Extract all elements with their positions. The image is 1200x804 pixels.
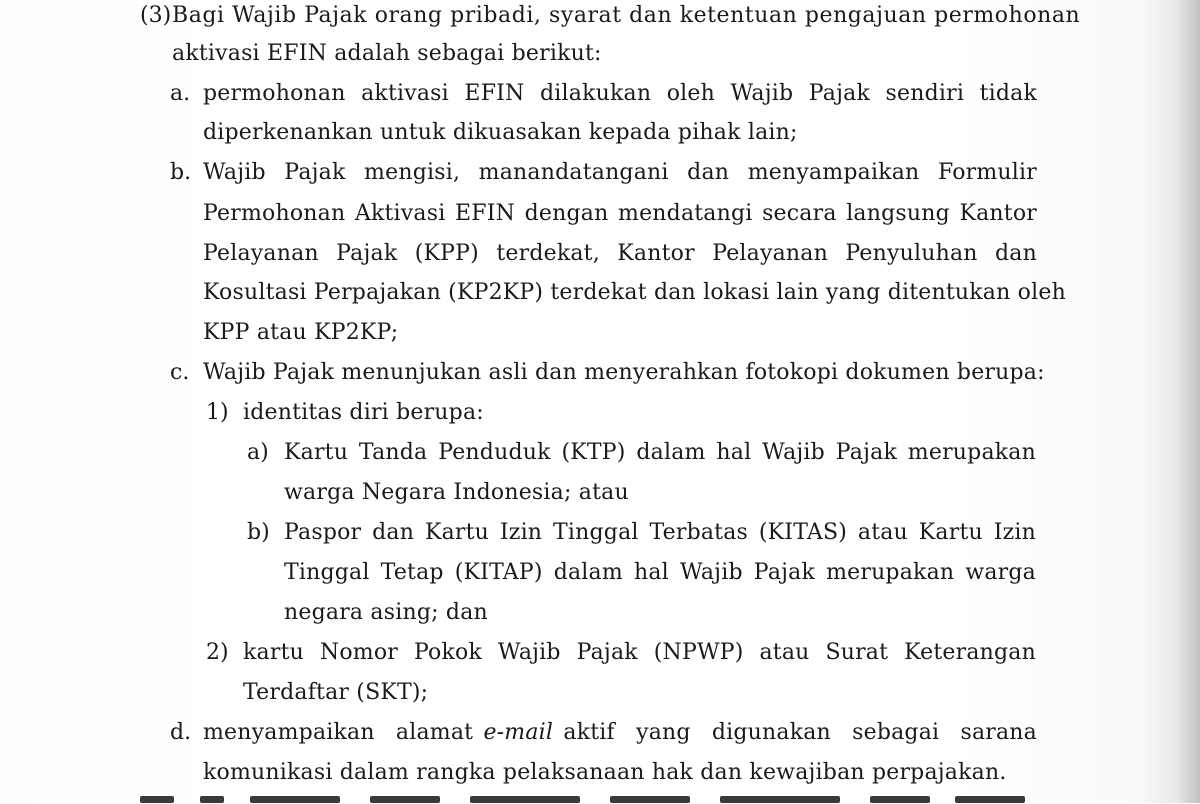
item-d-marker: d. [170,720,192,745]
subitem-1-line-1: identitas diri berupa: [243,400,484,425]
subsubitem-b-line-1: Paspor dan Kartu Izin Tinggal Terbatas (KITAS) atau Kartu Izin [284,520,1036,545]
subitem-2-line-1: kartu Nomor Pokok Wajib Pajak (NPWP) atau Surat Keterangan [243,640,1036,665]
paragraph-line-1 [172,0,1081,36]
subsubitem-b-line-2: Tinggal Tetap (KITAP) dalam hal Wajib Pajak merupakan warga [284,560,1036,585]
paragraph-number: (3) [140,3,172,28]
item-b-line-5: KPP atau KP2KP; [203,320,399,345]
item-b-line-3: Pelayanan Pajak (KPP) terdekat, Kantor Pelayanan Penyuluhan dan [203,241,1037,266]
paragraph-line-2: aktivasi EFIN adalah sebagai berikut: [172,41,602,66]
item-a-line-1: permohonan aktivasi EFIN dilakukan oleh Wajib Pajak sendiri tidak [203,81,1037,106]
subsubitem-a-line-1: Kartu Tanda Penduduk (KTP) dalam hal Wajib Pajak merupakan [284,440,1036,465]
subsubitem-a-line-2: warga Negara Indonesia; atau [284,480,629,505]
paragraph-text: Bagi Wajib Pajak orang pribadi, syarat dan ketentuan pengajuan permohonan [172,3,1081,28]
item-b-line-1: Wajib Pajak mengisi, manandatangani dan menyampaikan Formulir [203,160,1037,185]
subsubitem-b-line-3: negara asing; dan [284,600,488,625]
subitem-2-line-2: Terdaftar (SKT); [243,680,429,705]
subsubitem-a-marker: a) [247,440,269,465]
page-edge-shadow [1140,0,1200,803]
item-a-marker: a. [170,81,191,106]
item-c-line-1: Wajib Pajak menunjukan asli dan menyerahkan fotokopi dokumen berupa: [203,360,1045,385]
item-b-line-4: Kosultasi Perpajakan (KP2KP) terdekat dan lokasi lain yang ditentukan oleh [203,280,1066,305]
item-d-line-2: komunikasi dalam rangka pelaksanaan hak dan kewajiban perpajakan. [203,760,1007,785]
subitem-1-marker: 1) [206,400,229,425]
item-d-email-term: e-mail [483,720,554,745]
subsubitem-b-marker: b) [247,520,270,545]
item-d-line-1 [203,713,1037,753]
item-a-line-2: diperkenankan untuk dikuasakan kepada pihak lain; [203,120,798,145]
item-c-marker: c. [170,360,190,385]
item-d-text-1: menyampaikan alamat [203,720,474,745]
item-d-text-2: aktif yang digunakan sebagai sarana [563,720,1037,745]
subitem-2-marker: 2) [206,640,229,665]
item-b-marker: b. [170,160,192,185]
item-b-line-2: Permohonan Aktivasi EFIN dengan mendatangi secara langsung Kantor [203,201,1037,226]
